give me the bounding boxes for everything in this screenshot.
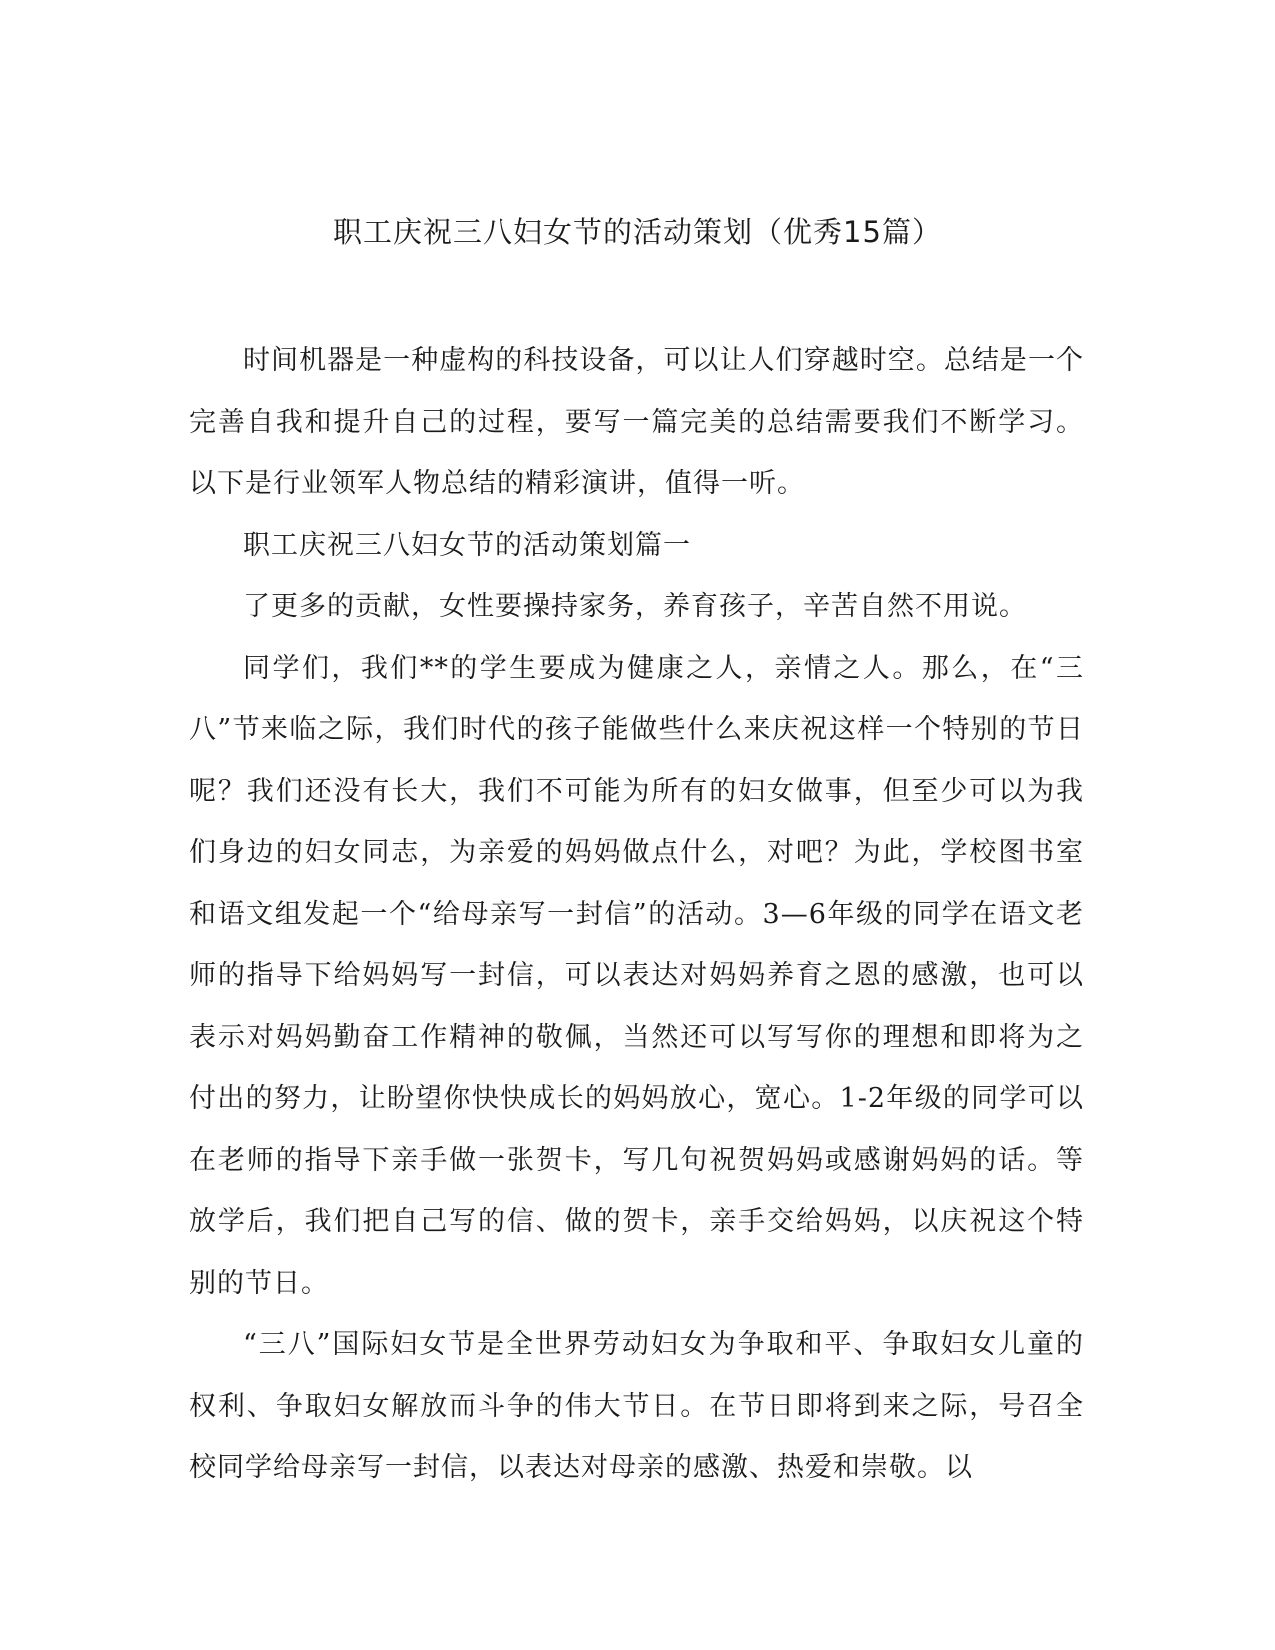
section-heading: 职工庆祝三八妇女节的活动策划篇一 [243, 529, 691, 561]
body-paragraph: “三八”国际妇女节是全世界劳动妇女为争取和平、争取妇女儿童的权利、争取妇女解放而斗争的伟大节日。在节日即将到来之际，号召全校同学给母亲写一封信，以表达对母亲的感激、热爱和崇敬。以 [189, 1329, 1084, 1483]
body-paragraph: 了更多的贡献，女性要操持家务，养育孩子，辛苦自然不用说。 [243, 591, 1027, 622]
body-paragraph: 同学们，我们**的学生要成为健康之人，亲情之人。那么，在“三八”节来临之际，我们时代的孩子能做些什么来庆祝这样一个特别的节日呢？我们还没有长大，我们不可能为所有的妇女做事，但至少可以为我们身边的妇女同志，为亲爱的妈妈做点什么，对吧？为此，学校图书室和语文组发起一个“给母亲写一封信”的活动。3—6年级的同学在语文老师的指导下给妈妈写一封信，可以表达对妈妈养育之恩的感激，也可以表示对妈妈勤奋工作精神的敬佩，当然还可以写写你的理想和即将为之付出的努力，让盼望你快快成长的妈妈放心，宽心。1-2年级的同学可以在老师的指导下亲手做一张贺卡，写几句祝贺妈妈或感谢妈妈的话。等放学后，我们把自己写的信、做的贺卡，亲手交给妈妈，以庆祝这个特别的节日。 [189, 652, 1084, 1299]
intro-paragraph: 时间机器是一种虚构的科技设备，可以让人们穿越时空。总结是一个完善自我和提升自己的过程，要写一篇完美的总结需要我们不断学习。以下是行业领军人物总结的精彩演讲，值得一听。 [189, 345, 1084, 499]
document-body [189, 330, 1084, 1499]
document-title: 职工庆祝三八妇女节的活动策划（优秀15篇） [333, 215, 942, 249]
